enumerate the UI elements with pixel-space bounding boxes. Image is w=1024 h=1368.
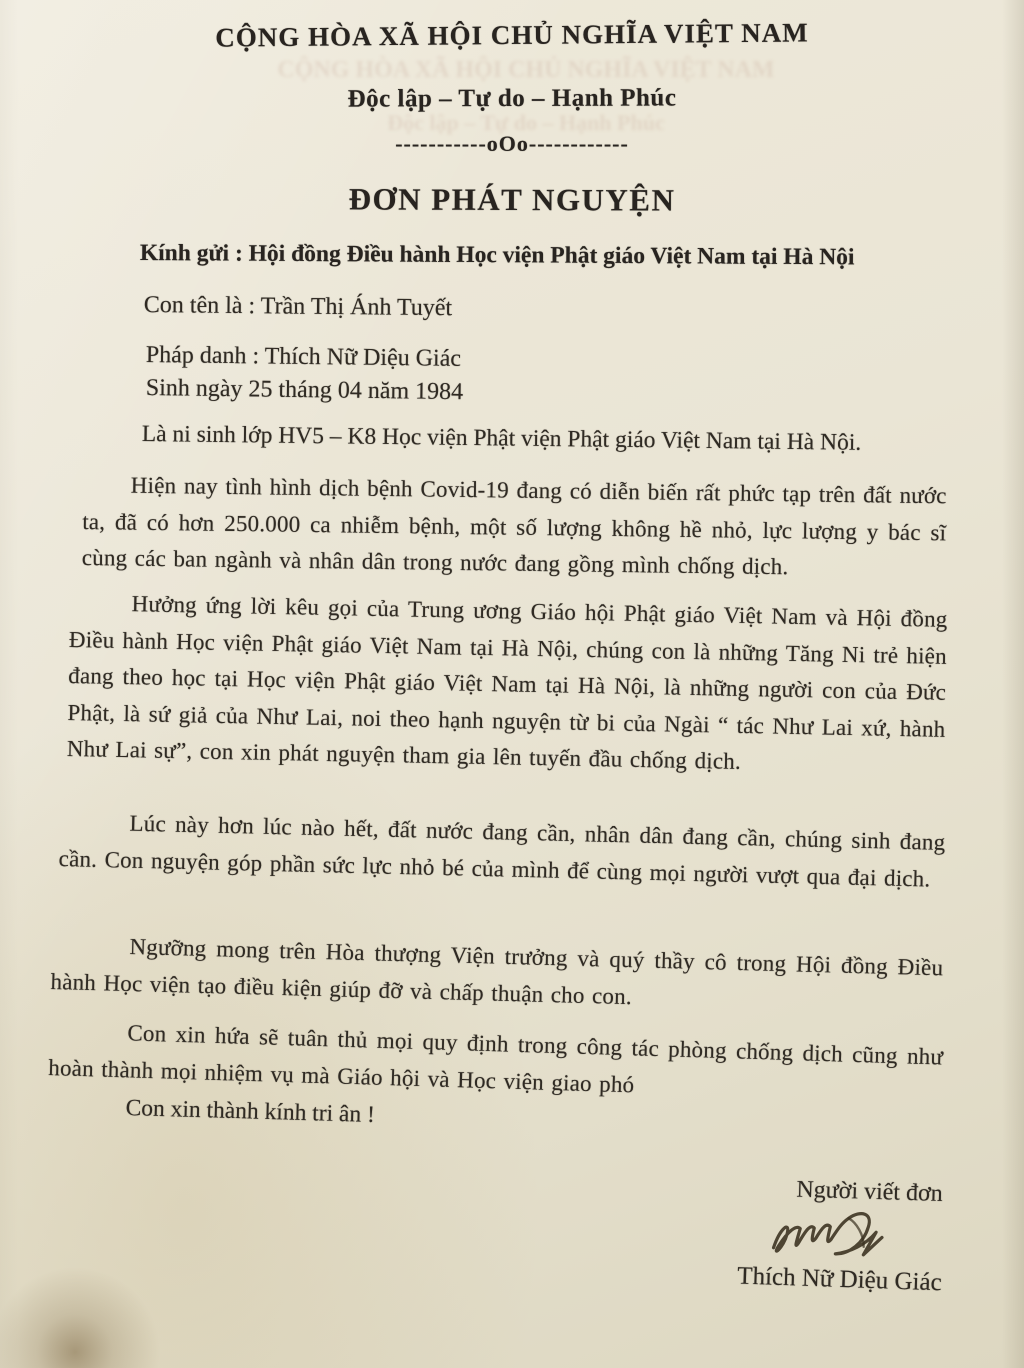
applicant-name-line: Con tên là : Trần Thị Ánh Tuyết <box>143 292 453 322</box>
recipient-line: Kính gửi : Hội đồng Điều hành Học viện Phật giáo Việt Nam tại Hà Nội <box>139 240 855 271</box>
body-paragraph-1: Hiện nay tình hình dịch bệnh Covid-19 đang có diễn biến rất phức tạp trên đất nước ta, đã có hơn 250.000 ca nhiễm bệnh, một số lượng không hề nhỏ, lực lượng y bác sĩ cùng các ban ngành và nhân dân trong nước đang gồng mình chống dịch. <box>81 472 947 580</box>
body-paragraph-5: Con xin hứa sẽ tuân thủ mọi quy định trong công tác phòng chống dịch cũng như hoàn thành mọi nhiệm vụ mà Giáo hội và Học viện giao phó <box>48 1020 944 1097</box>
body-paragraph-3: Lúc này hơn lúc nào hết, đất nước đang cần, nhân dân đang cần, chúng sinh đang cần. Con nguyện góp phần sức lực nhỏ bé của mình để cùng mọi người vượt qua đại dịch. <box>58 810 946 892</box>
birth-date-line: Sinh ngày 25 tháng 04 năm 1984 <box>145 375 464 406</box>
closing-line: Con xin thành kính tri ân ! <box>125 1095 376 1128</box>
class-line: Là ni sinh lớp HV5 – K8 Học viện Phật viện Phật giáo Việt Nam tại Hà Nội. <box>141 421 862 456</box>
national-header-line2: Độc lập – Tự do – Hạnh Phúc <box>347 84 677 113</box>
header-separator: -----------oOo------------ <box>395 131 629 156</box>
ghost-bleedthrough-line2: Độc lập – Tự do – Hạnh Phúc <box>387 110 665 135</box>
national-header-line1: CỘNG HÒA XÃ HỘI CHỦ NGHĨA VIỆT NAM <box>215 17 809 53</box>
body-paragraph-4: Ngưỡng mong trên Hòa thượng Viện trưởng và quý thầy cô trong Hội đồng Điều hành Học viện tạo điều kiện giúp đỡ và chấp thuận cho con. <box>50 934 944 1009</box>
ghost-bleedthrough-line1: CỘNG HÒA XÃ HỘI CHỦ NGHĨA VIỆT NAM <box>277 57 775 83</box>
signature-signer-name: Thích Nữ Diệu Giác <box>736 1262 943 1297</box>
dharma-name-line: Pháp danh : Thích Nữ Diệu Giác <box>145 342 462 372</box>
page-title: ĐƠN PHÁT NGUYỆN <box>348 181 676 218</box>
body-paragraph-2: Hưởng ứng lời kêu gọi của Trung ương Giáo hội Phật giáo Việt Nam và Hội đồng Điều hành Học viện Phật giáo Việt Nam tại Hà Nội, chúng con là những Tăng Ni trẻ hiện đang theo học tại Học viện Phật giáo Việt Nam tại Hà Nội, là những người con của Đức Phật, là sứ giả của Như Lai, noi theo hạnh nguyện từ bi của Ngài “ tác Như Lai xứ, hành Như Lai sự”, con xin phát nguyện tham gia lên tuyến đầu chống dịch. <box>66 591 948 774</box>
signature-label: Người viết đơn <box>796 1176 944 1207</box>
